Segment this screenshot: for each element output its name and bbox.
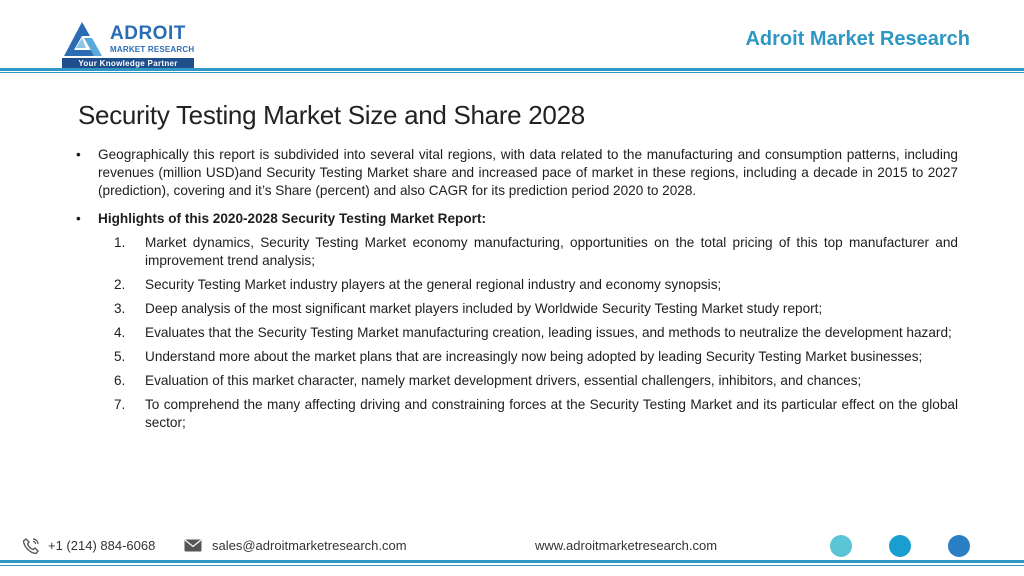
logo-brand: ADROIT: [110, 23, 186, 44]
list-item: [76, 348, 958, 366]
footer-email[interactable]: sales@adroitmarketresearch.com: [212, 538, 407, 553]
logo-subtitle: MARKET RESEARCH: [110, 45, 195, 54]
footer-website[interactable]: www.adroitmarketresearch.com: [535, 538, 718, 553]
list-number: 2.: [114, 277, 126, 292]
list-text: Evaluates that the Security Testing Market manufacturing creation, leading issues, and methods to neutralize the development hazard;: [145, 325, 952, 340]
list-text: Deep analysis of the most significant market players included by Worldwide Security Testing Market study report;: [145, 301, 823, 316]
list-number: 7.: [114, 397, 126, 412]
list-number: 4.: [114, 325, 126, 340]
list-text: Evaluation of this market character, namely market development drivers, essential challengers, inhibitors, and chances;: [145, 373, 862, 388]
logo-tagline: Your Knowledge Partner: [62, 58, 194, 70]
mail-icon: [184, 539, 202, 552]
bullet-text: Geographically this report is subdivided into several vital regions, with data related to the manufacturing and consumption patterns, including revenues (million USD)and Security Testing Market share and increased pace of market in these regions, including a decade in 2015 to 2027 (prediction), covering and it’s Share (percent) and also CAGR for its prediction period 2020 to 2028.: [98, 147, 958, 198]
list-number: 1.: [114, 235, 126, 250]
company-name: Adroit Market Research: [745, 28, 970, 50]
decorative-circle: [830, 535, 852, 557]
list-item: [76, 372, 958, 390]
list-item: [76, 300, 958, 318]
footer-divider: [0, 560, 1024, 563]
list-text: To comprehend the many affecting driving and constraining forces at the Security Testing Market and its particular effect on the global sector;: [145, 397, 958, 430]
list-number: 3.: [114, 301, 126, 316]
footer-divider-thin: [0, 565, 1024, 566]
list-text: Market dynamics, Security Testing Market economy manufacturing, opportunities on the total pricing of this top manufacturer and improvement trend analysis;: [145, 235, 958, 268]
phone-icon: [22, 537, 40, 555]
highlights-list: [76, 234, 958, 432]
footer-phone[interactable]: +1 (214) 884-6068: [48, 538, 156, 553]
header-divider: [0, 68, 1024, 71]
bullet-marker: •: [76, 211, 81, 226]
decorative-circle: [889, 535, 911, 557]
bullet-marker: •: [76, 147, 81, 162]
list-number: 6.: [114, 373, 126, 388]
list-item: [76, 324, 958, 342]
bullet-item: [76, 146, 958, 200]
list-item: [76, 396, 958, 432]
decorative-circle: [948, 535, 970, 557]
list-number: 5.: [114, 349, 126, 364]
company-logo: [60, 18, 200, 74]
list-item: [76, 234, 958, 270]
page-title: Security Testing Market Size and Share 2028: [78, 100, 585, 130]
list-item: [76, 276, 958, 294]
header-divider-thin: [0, 72, 1024, 73]
highlights-heading: Highlights of this 2020-2028 Security Testing Market Report:: [98, 211, 487, 226]
logo-triangle-icon: [60, 18, 108, 58]
bullet-item-highlights: [76, 210, 958, 228]
content-body: [76, 146, 958, 438]
list-text: Security Testing Market industry players at the general regional industry and economy synopsis;: [145, 277, 722, 292]
list-text: Understand more about the market plans that are increasingly now being adopted by leading Security Testing Market businesses;: [145, 349, 923, 364]
